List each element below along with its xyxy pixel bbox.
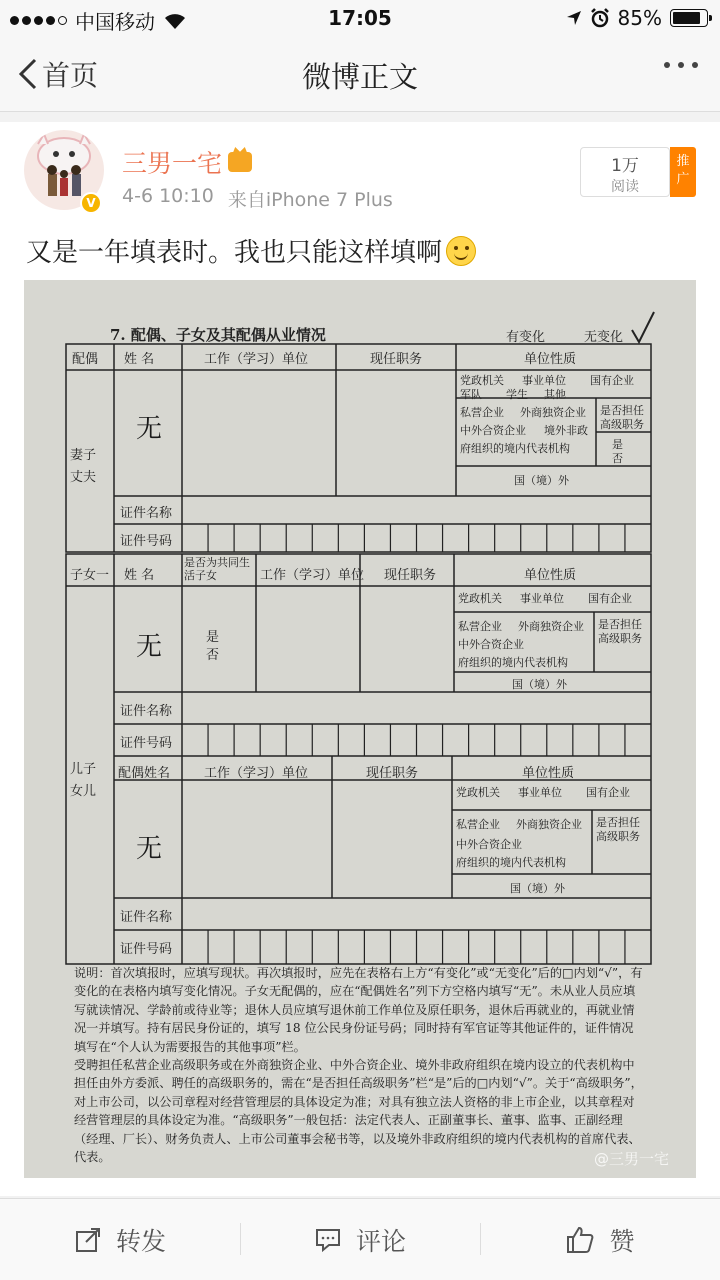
form-child-senior-2: 高级职务 — [598, 632, 642, 645]
location-icon — [566, 10, 582, 26]
post-meta — [122, 185, 393, 212]
form-child-opt-foreign: 外商独资企业 — [518, 620, 584, 633]
crown-icon — [228, 152, 252, 172]
form-spouse-senior-1: 是否担任 — [596, 816, 640, 829]
form-spouse-opt-abroad: 国（境）外 — [510, 882, 565, 895]
form-spouse-opt-private: 私营企业 — [456, 818, 500, 831]
comment-label: 评论 — [355, 1226, 406, 1256]
more-button[interactable] — [664, 62, 698, 68]
form-cert-name: 证件名称 — [120, 506, 173, 521]
form-child-name: 姓 名 — [124, 568, 155, 583]
form-child-position: 现任职务 — [384, 568, 437, 583]
form-child-opt-private: 私营企业 — [458, 620, 502, 633]
form-children: 子女一 — [70, 568, 110, 583]
read-count-box — [580, 147, 670, 197]
form-unchanged: 无变化 — [584, 330, 624, 345]
status-time: 17:05 — [328, 6, 392, 30]
promote-label-2: 广 — [676, 172, 690, 187]
form-opt-military: 军队 — [460, 388, 482, 401]
form-child-cert-name: 证件名称 — [120, 704, 173, 719]
form-spouse-cert-name: 证件名称 — [120, 910, 173, 925]
form-opt-student: 学生 — [506, 388, 528, 401]
form-son: 儿子 — [70, 762, 97, 777]
form-opt-soe: 国有企业 — [590, 374, 634, 387]
form-wife: 妻子 — [70, 448, 97, 463]
verified-icon: V — [80, 192, 102, 214]
like-label: 赞 — [609, 1226, 635, 1256]
form-unit-nature: 单位性质 — [524, 352, 577, 367]
comment-button[interactable] — [240, 1199, 480, 1280]
form-spouse-opt-jv: 中外合资企业 — [456, 838, 522, 851]
read-count: 1万 — [611, 156, 639, 176]
battery-icon — [670, 9, 708, 27]
carrier: 中国移动 — [75, 10, 155, 34]
form-child-senior-1: 是否担任 — [598, 618, 642, 631]
post-time: 4-6 10:10 — [122, 185, 214, 207]
like-button[interactable] — [480, 1199, 720, 1280]
form-spouse: 配偶 — [72, 352, 99, 367]
status-bar — [0, 0, 720, 36]
post-card — [0, 122, 720, 1196]
battery-percent: 85% — [617, 6, 662, 30]
form-child-opt-overseas: 府组织的境内代表机构 — [458, 656, 568, 669]
form-spouse-opt-soe: 国有企业 — [586, 786, 630, 799]
alarm-icon — [590, 8, 610, 28]
form-opt-party: 党政机关 — [460, 374, 504, 387]
post-text — [26, 232, 476, 269]
bottom-toolbar — [0, 1198, 720, 1280]
page-title: 微博正文 — [301, 60, 418, 94]
form-child-opt-abroad: 国（境）外 — [512, 678, 567, 691]
form-spouse-cert-number: 证件号码 — [120, 942, 173, 957]
comment-icon — [314, 1226, 342, 1254]
form-daughter: 女儿 — [70, 784, 97, 799]
form-child-yes: 是 — [206, 630, 220, 645]
form-child-opt-jv: 中外合资企业 — [458, 638, 524, 651]
form-work-unit: 工作（学习）单位 — [204, 352, 309, 367]
form-opt-abroad: 国（境）外 — [514, 474, 569, 487]
form-name: 姓 名 — [124, 352, 155, 367]
form-opt-other: 其他 — [544, 388, 566, 401]
form-child-no: 否 — [206, 648, 220, 663]
form-spouse-unit-nature: 单位性质 — [522, 766, 575, 781]
form-opt-foreign: 外商独资企业 — [520, 406, 586, 419]
form-senior-yes: 是 — [612, 438, 623, 451]
handwritten-none-3: 无 — [136, 834, 163, 864]
post-image[interactable] — [24, 280, 696, 1178]
form-spouse-opt-foreign: 外商独资企业 — [516, 818, 582, 831]
form-spouse-opt-institution: 事业单位 — [518, 786, 562, 799]
form-senior-2: 高级职务 — [600, 418, 644, 431]
read-label: 阅读 — [611, 179, 639, 195]
repost-icon — [74, 1226, 102, 1254]
thumbs-up-icon — [565, 1225, 595, 1255]
username[interactable] — [122, 144, 252, 180]
form-spouse-opt-party: 党政机关 — [456, 786, 500, 799]
form-opt-overseas-2: 府组织的境内代表机构 — [460, 442, 570, 455]
nav-bar — [0, 36, 720, 112]
form-instructions-2: 受聘担任私营企业高级职务或在外商独资企业、中外合资企业、境外非政府组织在境内设立的代表机构中担任由外方委派、聘任的高级职务的，需在“是否担任高级职务”栏“是”后的□内划“√”。关于“高级职务”，对上市公司，以公司章程对经营管理层的具体设定为准；对具有独立法人资格的非上市企业，以其章程对经营管理层的具体设定为准。“高级职务”一般包括：法定代表人、正副董事长、董事、监事、正副经理（经理、厂长）、财务负责人、上市公司董事会秘书等，以及境外非政府组织的境内代表机构的首席代表、代表。 — [74, 1058, 643, 1165]
form-instructions-1: 说明：首次填报时，应填写现状。再次填报时，应先在表格右上方“有变化”或“无变化”后的□内划“√”，有变化的在表格内填写变化情况。子女无配偶的，应在“配偶姓名”列下方空格内填写“无”。未从业人员应填写就读情况、学龄前或待业等；退休人员应填写退休前工作单位及原任职务，退休后再就业的，再就业情况一并填写。持有居民身份证的，填写 18 位公民身份证号码；同时持有军官证等其他证件的，证件情况填写在“个人认为需要报告的其他事项”栏。 — [74, 966, 643, 1054]
smile-emoji-icon — [446, 236, 476, 266]
form-section-title: 7. 配偶、子女及其配偶从业情况 — [110, 326, 326, 344]
form-current-position: 现任职务 — [370, 352, 423, 367]
form-instructions — [74, 964, 644, 1166]
repost-label: 转发 — [115, 1226, 166, 1256]
username-text: 三男一宅 — [122, 149, 223, 178]
promote-label-1: 推 — [676, 154, 690, 169]
form-child-opt-party: 党政机关 — [458, 592, 502, 605]
post-text-content: 又是一年填表时。我也只能这样填啊 — [26, 238, 443, 268]
form-child-work: 工作（学习）单位 — [260, 568, 365, 583]
form-spouse-work: 工作（学习）单位 — [204, 766, 309, 781]
form-child-cert-number: 证件号码 — [120, 736, 173, 751]
form-cert-number: 证件号码 — [120, 534, 173, 549]
back-label: 首页 — [42, 59, 99, 92]
form-child-unit-nature: 单位性质 — [524, 568, 577, 583]
form-opt-jv: 中外合资企业 — [460, 424, 526, 437]
repost-button[interactable] — [0, 1199, 240, 1280]
image-watermark: @三男一宅 — [594, 1150, 670, 1168]
post-source: 来自iPhone 7 Plus — [227, 189, 393, 211]
form-senior-no: 否 — [612, 452, 623, 465]
form-spouse-position: 现任职务 — [366, 766, 419, 781]
form-husband: 丈夫 — [70, 470, 97, 485]
form-spouse-senior-2: 高级职务 — [596, 830, 640, 843]
handwritten-none-1: 无 — [136, 414, 163, 444]
handwritten-none-2: 无 — [136, 632, 163, 662]
form-child-opt-soe: 国有企业 — [588, 592, 632, 605]
form-child-opt-institution: 事业单位 — [520, 592, 564, 605]
form-opt-overseas-1: 境外非政 — [544, 424, 588, 437]
form-senior-1: 是否担任 — [600, 404, 644, 417]
form-spouse-name: 配偶姓名 — [118, 766, 171, 781]
promote-button[interactable] — [670, 147, 696, 197]
form-living-together: 是否为共同生活子女 — [184, 556, 250, 582]
form-opt-institution: 事业单位 — [522, 374, 566, 387]
form-spouse-opt-overseas: 府组织的境内代表机构 — [456, 856, 566, 869]
form-changed: 有变化 — [506, 330, 546, 345]
form-opt-private: 私营企业 — [460, 406, 504, 419]
